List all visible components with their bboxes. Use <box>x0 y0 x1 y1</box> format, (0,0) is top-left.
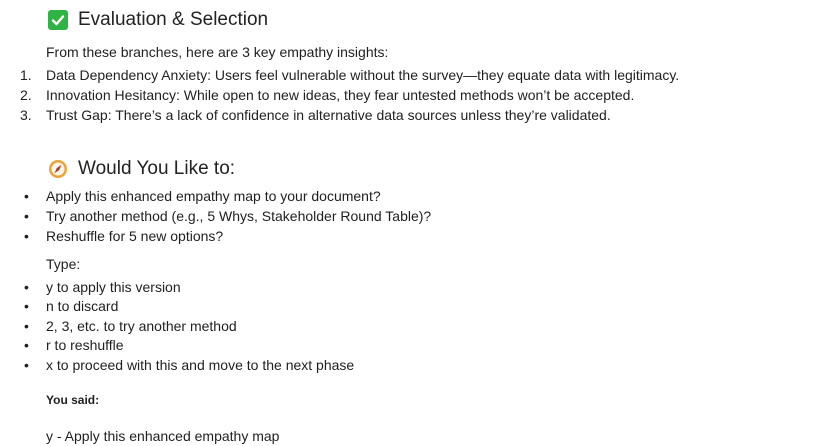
insight-item: Data Dependency Anxiety: Users feel vulnerable without the survey—they equate data with legitimacy. <box>46 67 680 83</box>
command-item: x to proceed with this and move to the next phase <box>46 357 355 373</box>
command-item: 2, 3, etc. to try another method <box>46 318 237 334</box>
check-mark-icon <box>48 10 68 30</box>
bullet-icon: • <box>24 188 29 204</box>
type-label: Type: <box>46 256 81 272</box>
bullet-icon: • <box>24 357 29 373</box>
list-number: 2. <box>20 87 32 103</box>
evaluation-heading <box>48 9 268 31</box>
evaluation-title: Evaluation & Selection <box>78 9 269 30</box>
list-number: 3. <box>20 107 32 123</box>
options-title: Would You Like to: <box>78 158 236 179</box>
insight-item: Innovation Hesitancy: While open to new ideas, they fear untested methods won’t be accepted. <box>46 87 635 103</box>
bullet-icon: • <box>24 279 29 295</box>
bullet-icon: • <box>24 318 29 334</box>
option-item: Apply this enhanced empathy map to your document? <box>46 188 381 204</box>
command-item: r to reshuffle <box>46 337 124 353</box>
bullet-icon: • <box>24 208 29 224</box>
bullet-icon: • <box>24 337 29 353</box>
options-heading <box>48 158 235 180</box>
command-item: n to discard <box>46 298 119 314</box>
bullet-icon: • <box>24 228 29 244</box>
compass-icon <box>48 159 68 179</box>
list-number: 1. <box>20 67 32 83</box>
user-message: y - Apply this enhanced empathy map <box>46 428 280 444</box>
evaluation-intro: From these branches, here are 3 key empathy insights: <box>46 44 389 60</box>
insight-item: Trust Gap: There’s a lack of confidence in alternative data sources unless they’re validated. <box>46 107 611 123</box>
command-item: y to apply this version <box>46 279 181 295</box>
option-item: Reshuffle for 5 new options? <box>46 228 224 244</box>
bullet-icon: • <box>24 298 29 314</box>
you-said-label: You said: <box>46 393 100 407</box>
option-item: Try another method (e.g., 5 Whys, Stakeholder Round Table)? <box>46 208 432 224</box>
